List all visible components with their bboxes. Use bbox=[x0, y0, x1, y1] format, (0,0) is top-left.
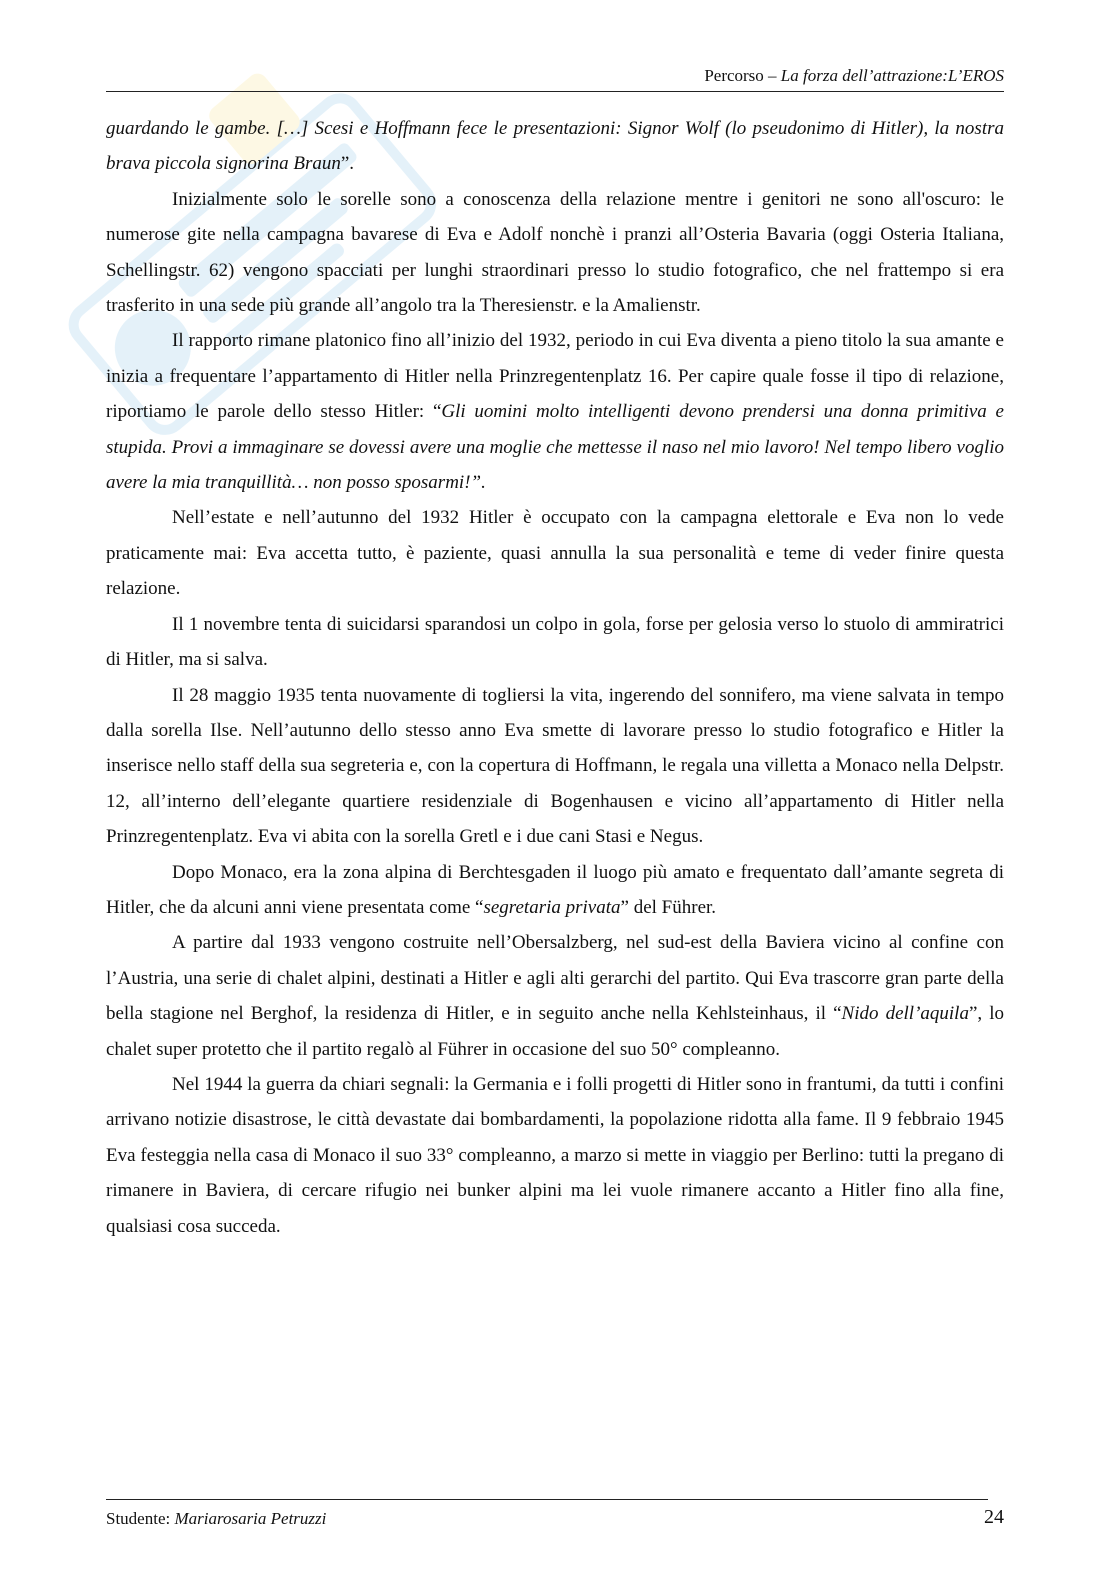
paragraph-8 bbox=[106, 925, 1004, 1067]
quote-continuation: guardando le gambe. […] Scesi e Hoffmann fece le presentazioni: Signor Wolf (lo pseudonimo di Hitler), la nostra brava piccola signorina Braun bbox=[106, 118, 1004, 175]
quote-end: ”. bbox=[340, 153, 355, 175]
footer-label: Studente: bbox=[106, 1509, 175, 1528]
header-title: La forza dell’attrazione:L’EROS bbox=[780, 66, 1004, 85]
paragraph-2: Inizialmente solo le sorelle sono a conoscenza della relazione mentre i genitori ne sono all'oscuro: le numerose gite nella campagna bavarese di Eva e Adolf nonchè i pranzi all’Osteria Bavaria (oggi Osteria Italiana, Schellingstr. 62) vengono spacciati per lunghi straordinari presso lo studio fotografico, che nel frattempo si era trasferito in una sede più grande all’angolo tra la Theresienstr. e la Amalienstr. bbox=[106, 188, 1004, 317]
paragraph-5: Il 1 novembre tenta di suicidarsi sparandosi un colpo in gola, forse per gelosia verso lo stuolo di ammiratrici di Hitler, ma si salva. bbox=[106, 613, 1004, 671]
running-header bbox=[106, 64, 1004, 88]
footer-student-name: Mariarosaria Petruzzi bbox=[174, 1509, 327, 1528]
hitler-quote: Gli uomini molto intelligenti devono prendersi una donna primitiva e stupida. Provi a immaginare se dovessi avere una moglie che mettesse il naso nel mio lavoro! Nel tempo libero voglio avere la mia tranquillità… non posso sposarmi!”. bbox=[106, 401, 1004, 494]
paragraph-3-text: Il rapporto rimane platonico fino all’inizio del 1932, periodo in cui Eva diventa a pieno titolo la sua amante e inizia a frequentare l’appartamento di Hitler nella Prinzregentenplatz 16. Per capire quale fosse il tipo di relazione, riportiamo le parole dello stesso Hitler: “ bbox=[106, 330, 1004, 423]
paragraph-7-italic: segretaria privata bbox=[483, 896, 621, 918]
paragraph-3 bbox=[106, 323, 1004, 500]
paragraph-9: Nel 1944 la guerra da chiari segnali: la Germania e i folli progetti di Hitler sono in frantumi, da tutti i confini arrivano notizie disastrose, le città devastate dai bombardamenti, la popolazione ridotta alla fame. Il 9 febbraio 1945 Eva festeggia nella casa di Monaco il suo 33° compleanno, a marzo si mette in viaggio per Berlino: tutti la pregano di rimanere in Baviera, di cercare rifugio nei bunker alpini ma lei vuole rimanere accanto a Hitler fino alla fine, qualsiasi cosa succeda. bbox=[106, 1073, 1004, 1237]
footer-rule bbox=[106, 1499, 988, 1500]
paragraph-8-before: A partire dal 1933 vengono costruite nell’Obersalzberg, nel sud-est della Baviera vicino al confine con l’Austria, una serie di chalet alpini, destinati a Hitler e agli alti gerarchi del partito. Qui Eva trascorre gran parte della bella stagione nel Berghof, la residenza di Hitler, e in seguito anche nella Kehlsteinhaus, il “ bbox=[106, 932, 1004, 1025]
paragraph-8-italic: Nido dell’aquila bbox=[841, 1003, 969, 1025]
page-body bbox=[106, 111, 1004, 1244]
page-number: 24 bbox=[984, 1506, 1004, 1528]
header-rule bbox=[106, 91, 1004, 92]
header-prefix: Percorso – bbox=[704, 66, 781, 85]
paragraph-7-after: ” del Führer. bbox=[620, 896, 717, 918]
paragraph-6: Il 28 maggio 1935 tenta nuovamente di togliersi la vita, ingerendo del sonnifero, ma viene salvata in tempo dalla sorella Ilse. Nell’autunno dello stesso anno Eva smette di lavorare presso lo studio fotografico e Hitler la inserisce nello staff della sua segreteria e, con la copertura di Hoffmann, le regala una villetta a Monaco nella Delpstr. 12, all’interno dell’elegante quartiere residenziale di Bogenhausen e vicino all’appartamento di Hitler nella Prinzregentenplatz. Eva vi abita con la sorella Gretl e i due cani Stasi e Negus. bbox=[106, 684, 1004, 848]
paragraph-7-before: Dopo Monaco, era la zona alpina di Berchtesgaden il luogo più amato e frequentato dall’amante segreta di Hitler, che da alcuni anni viene presentata come “ bbox=[106, 861, 1004, 918]
footer-student bbox=[106, 1507, 326, 1531]
paragraph-4: Nell’estate e nell’autunno del 1932 Hitler è occupato con la campagna elettorale e Eva non lo vede praticamente mai: Eva accetta tutto, è paziente, quasi annulla la sua personalità e teme di veder finire questa relazione. bbox=[106, 507, 1004, 600]
paragraph-7 bbox=[106, 855, 1004, 926]
paragraph-8-after: ”, lo chalet super protetto che il partito regalò al Führer in occasione del suo 50° compleanno. bbox=[106, 1003, 1004, 1060]
paragraph-1 bbox=[106, 111, 1004, 182]
